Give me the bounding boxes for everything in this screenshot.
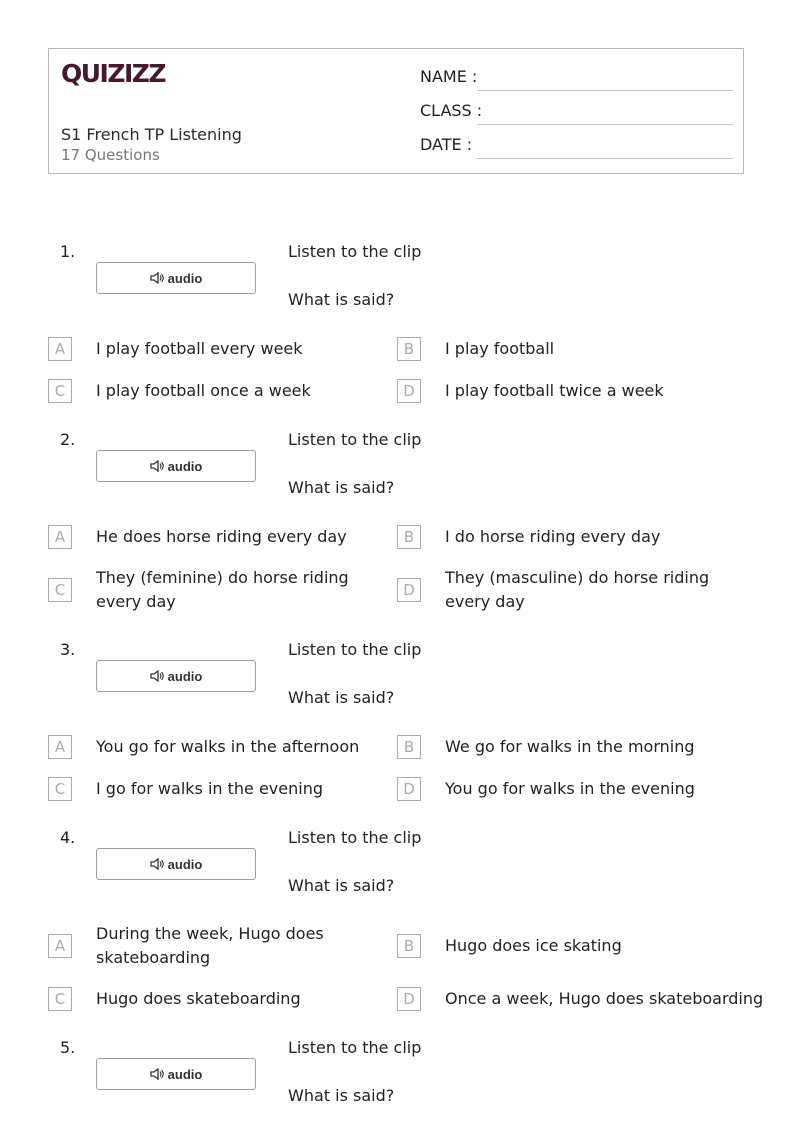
option-letter[interactable]: B	[397, 525, 421, 549]
prompt-question: What is said?	[288, 688, 395, 707]
quiz-title: S1 French TP Listening	[61, 125, 242, 144]
audio-button[interactable]	[96, 1058, 256, 1090]
audio-label: audio	[167, 458, 203, 474]
question-number: 2.	[60, 430, 76, 449]
option-letter[interactable]: B	[397, 934, 421, 958]
prompt-listen: Listen to the clip	[288, 828, 422, 847]
class-line[interactable]	[477, 124, 733, 125]
prompt-listen: Listen to the clip	[288, 1038, 422, 1057]
option-text: You go for walks in the afternoon	[96, 737, 360, 756]
option-text: Hugo does skateboarding	[96, 989, 301, 1008]
audio-button[interactable]	[96, 848, 256, 880]
option-letter[interactable]: A	[48, 934, 72, 958]
option-text: We go for walks in the morning	[445, 737, 695, 756]
speaker-icon	[150, 460, 164, 472]
option-text: I play football twice a week	[445, 381, 664, 400]
name-line[interactable]	[477, 90, 733, 91]
speaker-icon	[150, 1068, 164, 1080]
option-letter[interactable]: B	[397, 735, 421, 759]
option-text: He does horse riding every day	[96, 527, 347, 546]
option-letter[interactable]: A	[48, 735, 72, 759]
option-text: You go for walks in the evening	[445, 779, 695, 798]
option-letter[interactable]: A	[48, 337, 72, 361]
option-text: I play football	[445, 339, 555, 358]
audio-button[interactable]	[96, 262, 256, 294]
prompt-question: What is said?	[288, 876, 395, 895]
quizizz-logo: QUIZIZZ	[61, 59, 166, 88]
option-letter[interactable]: C	[48, 777, 72, 801]
question-number: 4.	[60, 828, 76, 847]
audio-label: audio	[167, 856, 203, 872]
question-count: 17 Questions	[61, 146, 160, 164]
prompt-question: What is said?	[288, 478, 395, 497]
date-line[interactable]	[477, 158, 733, 159]
option-text: They (masculine) do horse riding every day	[445, 568, 710, 611]
audio-label: audio	[167, 270, 203, 286]
option-text: I play football every week	[96, 339, 303, 358]
prompt-question: What is said?	[288, 290, 395, 309]
speaker-icon	[150, 858, 164, 870]
class-label: CLASS :	[420, 101, 483, 120]
option-text: Hugo does ice skating	[445, 936, 622, 955]
audio-button[interactable]	[96, 450, 256, 482]
option-text: I play football once a week	[96, 381, 311, 400]
worksheet-header	[48, 48, 744, 174]
option-letter[interactable]: D	[397, 987, 421, 1011]
prompt-listen: Listen to the clip	[288, 640, 422, 659]
option-letter[interactable]: C	[48, 379, 72, 403]
option-letter[interactable]: A	[48, 525, 72, 549]
option-text: Once a week, Hugo does skateboarding	[445, 989, 764, 1008]
question-number: 3.	[60, 640, 76, 659]
option-text: I go for walks in the evening	[96, 779, 323, 798]
class-field[interactable]	[420, 101, 733, 125]
speaker-icon	[150, 670, 164, 682]
date-field[interactable]	[420, 135, 733, 159]
speaker-icon	[150, 272, 164, 284]
option-text: They (feminine) do horse riding every day	[96, 568, 349, 611]
option-letter[interactable]: D	[397, 379, 421, 403]
audio-button[interactable]	[96, 660, 256, 692]
option-letter[interactable]: D	[397, 777, 421, 801]
question-number: 1.	[60, 242, 76, 261]
option-letter[interactable]: D	[397, 578, 421, 602]
date-label: DATE :	[420, 135, 473, 154]
option-letter[interactable]: B	[397, 337, 421, 361]
option-letter[interactable]: C	[48, 987, 72, 1011]
prompt-listen: Listen to the clip	[288, 242, 422, 261]
option-text: During the week, Hugo does skateboarding	[96, 924, 324, 967]
option-text: I do horse riding every day	[445, 527, 661, 546]
audio-label: audio	[167, 1066, 203, 1082]
prompt-listen: Listen to the clip	[288, 430, 422, 449]
name-field[interactable]	[420, 67, 733, 91]
question-number: 5.	[60, 1038, 76, 1057]
prompt-question: What is said?	[288, 1086, 395, 1105]
audio-label: audio	[167, 668, 203, 684]
name-label: NAME :	[420, 67, 478, 86]
option-letter[interactable]: C	[48, 578, 72, 602]
